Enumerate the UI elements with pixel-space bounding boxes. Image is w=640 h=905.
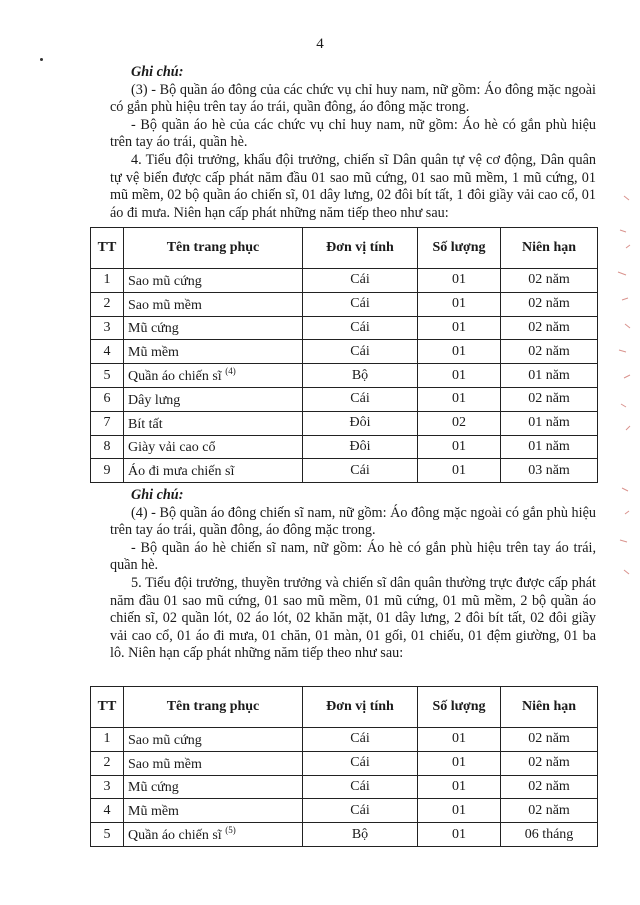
cell-qty [418, 340, 501, 364]
table-row [91, 728, 598, 752]
cell-name-text: Mũ cứng [128, 780, 179, 796]
cell-tt [91, 411, 124, 435]
cell-unit-text: Cái [350, 802, 370, 818]
cell-unit [303, 364, 418, 388]
cell-unit [303, 823, 418, 847]
cell-qty-text: 01 [452, 272, 466, 288]
cell-name-text: Sao mũ mềm [128, 297, 202, 313]
note-title: Ghi chú: [131, 64, 184, 80]
cell-tt-text: 9 [103, 462, 111, 478]
cell-tt-text: 6 [103, 391, 111, 407]
cell-qty [418, 387, 501, 411]
cell-unit-text: Cái [350, 343, 370, 359]
cell-name-text: Dây lưng [128, 392, 181, 408]
cell-unit-text: Bộ [351, 826, 369, 842]
cell-unit [303, 340, 418, 364]
cell-unit-text: Cái [350, 391, 370, 407]
cell-term-text: 02 năm [528, 296, 570, 312]
cell-qty [418, 775, 501, 799]
cell-name [124, 459, 303, 483]
cell-qty-text: 01 [452, 778, 466, 794]
cell-term [501, 364, 598, 388]
table-row [91, 459, 598, 483]
cell-tt-text: 2 [103, 755, 111, 771]
scan-speck [40, 58, 43, 61]
cell-term [501, 269, 598, 293]
cell-name [124, 751, 303, 775]
table-row [91, 823, 598, 847]
cell-name-text: Áo đi mưa chiến sĩ [128, 464, 235, 480]
cell-qty-text: 01 [452, 802, 466, 818]
cell-name [124, 292, 303, 316]
cell-qty-text: 01 [452, 731, 466, 747]
header-tt: TT [91, 687, 124, 728]
cell-name [124, 387, 303, 411]
cell-qty-text: 01 [452, 462, 466, 478]
cell-unit-text: Cái [350, 755, 370, 771]
note-paragraph: (4) - Bộ quần áo đông chiến sĩ nam, nữ gồm: Áo đông mặc ngoài có gắn phù hiệu trên tay áo trái, quần đông, áo đông mặc trong. [110, 504, 596, 539]
cell-name [124, 340, 303, 364]
header-name: Tên trang phục [124, 228, 303, 269]
cell-qty-text: 01 [452, 343, 466, 359]
cell-name-text: Mũ mềm [128, 804, 179, 820]
footnote-ref: (4) [225, 366, 236, 377]
table-row [91, 799, 598, 823]
cell-unit-text: Đôi [349, 415, 371, 431]
cell-term [501, 775, 598, 799]
cell-unit-text: Cái [350, 731, 370, 747]
cell-tt-text: 4 [103, 343, 111, 359]
cell-tt-text: 5 [103, 826, 111, 842]
cell-tt [91, 316, 124, 340]
cell-unit [303, 799, 418, 823]
table-row [91, 751, 598, 775]
cell-term [501, 316, 598, 340]
cell-term [501, 823, 598, 847]
cell-name [124, 823, 303, 847]
cell-term [501, 292, 598, 316]
cell-tt-text: 3 [103, 319, 111, 335]
cell-term-text: 02 năm [528, 755, 570, 771]
cell-tt-text: 8 [103, 438, 111, 454]
cell-unit [303, 387, 418, 411]
cell-tt-text: 2 [103, 296, 111, 312]
header-name: Tên trang phục [124, 687, 303, 728]
cell-tt-text: 5 [103, 367, 111, 383]
cell-name [124, 411, 303, 435]
cell-term-text: 01 năm [528, 367, 570, 383]
table-row [91, 387, 598, 411]
cell-unit [303, 435, 418, 459]
cell-unit-text: Đôi [349, 438, 371, 454]
cell-tt [91, 459, 124, 483]
cell-tt [91, 435, 124, 459]
cell-term-text: 02 năm [528, 778, 570, 794]
cell-name-text: Sao mũ cứng [128, 273, 202, 289]
cell-unit [303, 751, 418, 775]
cell-qty-text: 01 [452, 826, 466, 842]
note-paragraph: - Bộ quần áo hè của các chức vụ chỉ huy nam, nữ gồm: Áo hè có gắn phù hiệu trên tay áo trái, quần hè. [110, 116, 596, 151]
cell-qty [418, 751, 501, 775]
cell-name [124, 799, 303, 823]
cell-qty [418, 316, 501, 340]
cell-qty-text: 01 [452, 438, 466, 454]
cell-qty [418, 292, 501, 316]
cell-term-text: 02 năm [528, 272, 570, 288]
cell-qty [418, 823, 501, 847]
cell-tt [91, 387, 124, 411]
table-row [91, 316, 598, 340]
table-row [91, 364, 598, 388]
header-unit: Đơn vị tính [303, 687, 418, 728]
cell-name [124, 775, 303, 799]
cell-term [501, 728, 598, 752]
cell-qty [418, 435, 501, 459]
cell-term-text: 02 năm [528, 731, 570, 747]
cell-tt [91, 292, 124, 316]
cell-unit-text: Cái [350, 462, 370, 478]
header-term: Niên hạn [501, 228, 598, 269]
cell-name-text: Quần áo chiến sĩ [128, 369, 226, 385]
note-paragraph: - Bộ quần áo hè chiến sĩ nam, nữ gồm: Áo hè có gắn phù hiệu trên tay áo trái, quần hè. [110, 539, 596, 574]
cell-qty-text: 02 [452, 415, 466, 431]
cell-term [501, 340, 598, 364]
cell-name-text: Mũ mềm [128, 345, 179, 361]
cell-unit [303, 728, 418, 752]
cell-term [501, 387, 598, 411]
cell-qty [418, 459, 501, 483]
cell-unit-text: Cái [350, 296, 370, 312]
cell-term-text: 03 năm [528, 462, 570, 478]
cell-unit [303, 411, 418, 435]
cell-tt [91, 799, 124, 823]
footnote-ref: (5) [225, 825, 236, 836]
cell-term [501, 435, 598, 459]
cell-unit [303, 316, 418, 340]
header-unit: Đơn vị tính [303, 228, 418, 269]
notes-section-2 [110, 487, 596, 663]
cell-term-text: 02 năm [528, 802, 570, 818]
section-paragraph: 4. Tiểu đội trưởng, khẩu đội trưởng, chiến sĩ Dân quân tự vệ cơ động, Dân quân tự vệ biển được cấp phát năm đầu 01 sao mũ cứng, 01 sao mũ mềm, 1 mũ cứng, 01 mũ mềm, 02 bộ quần áo chiến sĩ, 01 dây lưng, 02 đôi bít tất, 1 đôi giầy vải cao cổ, 01 áo đi mưa. Niên hạn cấp phát những năm tiếp theo như sau: [110, 151, 596, 221]
note-paragraph: (3) - Bộ quần áo đông của các chức vụ chỉ huy nam, nữ gồm: Áo đông mặc ngoài có gắn phù hiệu trên tay áo trái, quần đông, áo đông mặc trong. [110, 81, 596, 116]
table-row [91, 292, 598, 316]
page-number: 4 [316, 36, 324, 52]
cell-qty [418, 728, 501, 752]
cell-term-text: 02 năm [528, 391, 570, 407]
uniform-table-2 [90, 686, 598, 847]
note-title: Ghi chú: [131, 487, 184, 503]
header-term: Niên hạn [501, 687, 598, 728]
cell-tt-text: 7 [103, 415, 111, 431]
table-row [91, 269, 598, 293]
cell-unit [303, 775, 418, 799]
cell-unit [303, 292, 418, 316]
cell-name-text: Sao mũ mềm [128, 756, 202, 772]
cell-term-text: 02 năm [528, 343, 570, 359]
cell-tt [91, 269, 124, 293]
cell-term-text: 01 năm [528, 415, 570, 431]
table-row [91, 435, 598, 459]
cell-tt [91, 775, 124, 799]
table-row [91, 411, 598, 435]
cell-term [501, 751, 598, 775]
cell-term-text: 02 năm [528, 319, 570, 335]
cell-tt [91, 823, 124, 847]
notes-section-1 [110, 64, 596, 222]
cell-name [124, 728, 303, 752]
cell-tt [91, 728, 124, 752]
page-edge-stamp-marks [612, 190, 634, 450]
cell-tt [91, 751, 124, 775]
cell-unit-text: Cái [350, 778, 370, 794]
cell-qty [418, 411, 501, 435]
cell-name [124, 364, 303, 388]
cell-qty [418, 364, 501, 388]
uniform-table-1 [90, 227, 598, 483]
cell-qty-text: 01 [452, 319, 466, 335]
cell-term-text: 01 năm [528, 438, 570, 454]
cell-tt [91, 340, 124, 364]
cell-qty-text: 01 [452, 296, 466, 312]
page-edge-stamp-marks [612, 480, 634, 590]
cell-term [501, 799, 598, 823]
cell-name-text: Bít tất [128, 416, 163, 432]
cell-tt-text: 1 [103, 731, 111, 747]
cell-unit [303, 269, 418, 293]
table-row [91, 340, 598, 364]
cell-name-text: Quần áo chiến sĩ [128, 828, 226, 844]
cell-unit-text: Cái [350, 272, 370, 288]
cell-name-text: Mũ cứng [128, 321, 179, 337]
cell-name [124, 316, 303, 340]
cell-name-text: Sao mũ cứng [128, 732, 202, 748]
header-qty: Số lượng [418, 228, 501, 269]
table-header-row [91, 228, 598, 269]
table-row [91, 775, 598, 799]
cell-tt-text: 1 [103, 272, 111, 288]
cell-term [501, 411, 598, 435]
cell-tt-text: 3 [103, 778, 111, 794]
cell-qty-text: 01 [452, 391, 466, 407]
cell-unit-text: Cái [350, 319, 370, 335]
cell-qty-text: 01 [452, 755, 466, 771]
cell-tt-text: 4 [103, 802, 111, 818]
section-paragraph: 5. Tiểu đội trưởng, thuyền trưởng và chiến sĩ dân quân thường trực được cấp phát năm đầu 01 sao mũ cứng, 01 sao mũ mềm, 01 mũ cứng, 01 mũ mềm, 2 bộ quần áo chiến sĩ, 02 quần lót, 02 áo lót, 02 khăn mặt, 01 dây lưng, 2 đôi bít tất, 02 đôi giầy vải cao cổ, 01 áo đi mưa, 01 chăn, 01 màn, 01 gối, 01 chiếu, 01 đệm giường, 01 ba lô. Niên hạn cấp phát những năm tiếp theo như sau: [110, 574, 596, 662]
cell-term-text: 06 tháng [524, 826, 574, 842]
table-header-row [91, 687, 598, 728]
cell-qty [418, 799, 501, 823]
cell-unit-text: Bộ [351, 367, 369, 383]
cell-name [124, 269, 303, 293]
cell-tt [91, 364, 124, 388]
cell-qty-text: 01 [452, 367, 466, 383]
cell-term [501, 459, 598, 483]
cell-name [124, 435, 303, 459]
cell-name-text: Giày vải cao cổ [128, 440, 216, 456]
cell-unit [303, 459, 418, 483]
cell-qty [418, 269, 501, 293]
header-tt: TT [91, 228, 124, 269]
header-qty: Số lượng [418, 687, 501, 728]
